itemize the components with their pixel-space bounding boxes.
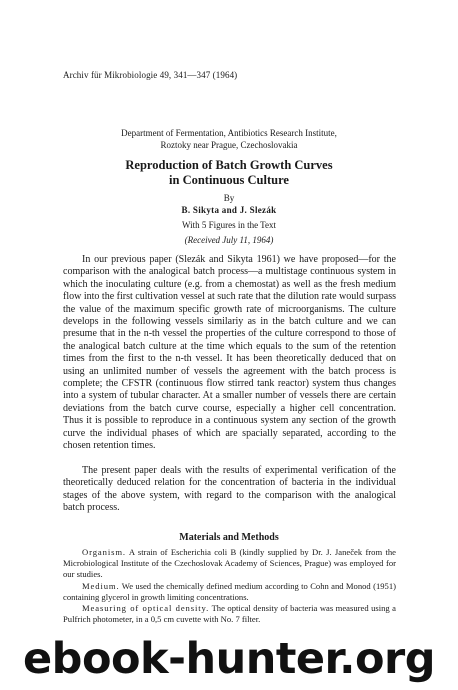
section-heading-methods: Materials and Methods [179, 532, 279, 543]
body-paragraph-1: In our previous paper (Slezák and Sikyta 1961) we have proposed—for the comparison with the analogical batch process—a multistage continuous system in which the inoculating culture (e.g. from a chemostat) as well as the fresh medium flow into the first cultivation vessel at such rate that the dilution rate would surpass the value of the maximum specific growth rate of microorganisms. The culture develops in the following vessels similariy as in the batch culture and we can presume that in the n-th vessel the properties of the culture correspond to those of the analogical batch culture at the time which equals to the sum of the retention times from the first to the n-th vessel. It has been theoretically deduced that on using an unlimited number of vessels the agreement with the batch process is complete; the CFSTR (continuous flow stirred tank reactor) system thus changes into a system of tubular character. At a smaller number of vessels there are certain deviations from the batch curve course, especially a higher cell concentration. Thus it is possible to reproduce in a continuous system any section of the growth curve the individual phases of which are spacially separated, according to the chosen retention times. [63, 254, 396, 452]
article-title-line-1: Reproduction of Batch Growth Curves [125, 158, 333, 172]
methods-od-text: The optical density of bacteria was measured using a Pulfrich photometer, in a 0,5 cm cuvette with No. 7 filter. [63, 603, 396, 624]
affiliation-line-2: Roztoky near Prague, Czechoslovakia [160, 140, 298, 150]
methods-medium-text: We used the chemically defined medium according to Cohn and Monod (1951) containing glycerol in growth limiting concentrations. [63, 581, 396, 602]
byline-label: By [223, 193, 235, 203]
body-paragraph-2: The present paper deals with the results of experimental verification of the theoretically deduced relation for the concentration of bacteria in the individual stages of the above system, with regard to the comparison with the analogical batch process. [63, 465, 396, 514]
methods-medium-label: Medium. [82, 581, 120, 591]
methods-medium [63, 581, 396, 603]
authors: B. Sikyta and J. Slezák [181, 205, 277, 215]
article-title-line-2: in Continuous Culture [169, 173, 289, 187]
methods-od-label: Measuring of optical density. [82, 603, 210, 613]
watermark: ebook-hunter.org [23, 634, 435, 684]
figures-note: With 5 Figures in the Text [181, 220, 277, 230]
affiliation-line-1: Department of Fermentation, Antibiotics Research Institute, [121, 128, 337, 138]
methods-organism-label: Organism. [82, 547, 126, 557]
methods-organism-text: A strain of Escherichia coli B (kindly supplied by Dr. J. Janeček from the Microbiological Institute of the Czechoslovak Academy of Sciences, Prague) was employed for our studies. [63, 547, 396, 579]
methods-optical-density [63, 603, 396, 625]
journal-reference: Archiv für Mikrobiologie 49, 341—347 (1964) [63, 70, 238, 80]
methods-organism [63, 547, 396, 580]
received-date: (Received July 11, 1964) [184, 235, 274, 245]
